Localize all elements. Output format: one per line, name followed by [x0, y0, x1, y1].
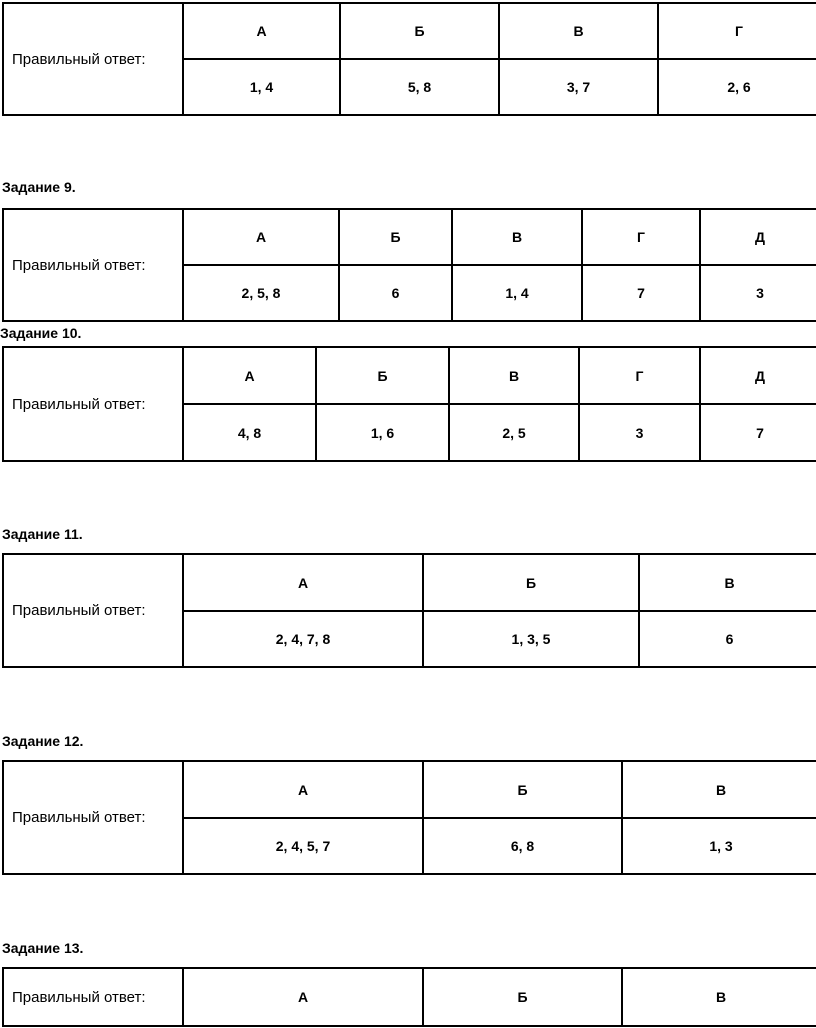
task-title-9: Задание 9.: [2, 179, 76, 195]
task-title-12: Задание 12.: [2, 733, 84, 749]
column-header: А: [183, 3, 340, 59]
answer-cell: 3, 7: [499, 59, 658, 115]
column-header: Г: [658, 3, 816, 59]
answer-cell: 2, 5, 8: [183, 265, 339, 321]
answer-label: Правильный ответ:: [3, 554, 183, 667]
column-header: В: [622, 968, 816, 1026]
column-header: А: [183, 968, 423, 1026]
answer-cell: 2, 6: [658, 59, 816, 115]
answer-cell: 1, 3: [622, 818, 816, 874]
answer-cell: 7: [700, 404, 816, 461]
column-header: Д: [700, 209, 816, 265]
column-header: Б: [423, 761, 622, 818]
column-header: Г: [579, 347, 700, 404]
answer-cell: 6, 8: [423, 818, 622, 874]
column-header: А: [183, 761, 423, 818]
answer-table-11: [2, 553, 816, 668]
column-header: Б: [423, 554, 639, 611]
answer-cell: 2, 5: [449, 404, 579, 461]
answer-label: Правильный ответ:: [3, 761, 183, 874]
answer-table-10: [2, 346, 816, 462]
column-header: Б: [423, 968, 622, 1026]
answer-cell: 1, 6: [316, 404, 449, 461]
column-header: Б: [316, 347, 449, 404]
column-header: Б: [340, 3, 499, 59]
column-header: В: [452, 209, 582, 265]
column-header: А: [183, 554, 423, 611]
column-header: А: [183, 347, 316, 404]
answer-cell: 5, 8: [340, 59, 499, 115]
column-header: В: [639, 554, 816, 611]
answer-cell: 1, 4: [452, 265, 582, 321]
task-title-11: Задание 11.: [2, 526, 83, 542]
answer-table-13: [2, 967, 816, 1027]
answer-label: Правильный ответ:: [3, 347, 183, 461]
answer-cell: 2, 4, 5, 7: [183, 818, 423, 874]
answer-cell: 4, 8: [183, 404, 316, 461]
answer-label: Правильный ответ:: [3, 3, 183, 115]
answer-cell: 2, 4, 7, 8: [183, 611, 423, 667]
answer-cell: 6: [639, 611, 816, 667]
column-header: Г: [582, 209, 700, 265]
answer-label: Правильный ответ:: [3, 968, 183, 1026]
answer-cell: 7: [582, 265, 700, 321]
answer-cell: 1, 3, 5: [423, 611, 639, 667]
answer-cell: 1, 4: [183, 59, 340, 115]
column-header: В: [622, 761, 816, 818]
column-header: Б: [339, 209, 452, 265]
answer-label: Правильный ответ:: [3, 209, 183, 321]
answer-cell: 3: [579, 404, 700, 461]
column-header: В: [499, 3, 658, 59]
task-title-13: Задание 13.: [2, 940, 84, 956]
answer-table-9: [2, 208, 816, 322]
answer-cell: 3: [700, 265, 816, 321]
answer-cell: 6: [339, 265, 452, 321]
column-header: А: [183, 209, 339, 265]
task-title-10: Задание 10.: [0, 325, 82, 341]
answer-table-prev: [2, 2, 816, 116]
column-header: Д: [700, 347, 816, 404]
answer-table-12: [2, 760, 816, 875]
column-header: В: [449, 347, 579, 404]
